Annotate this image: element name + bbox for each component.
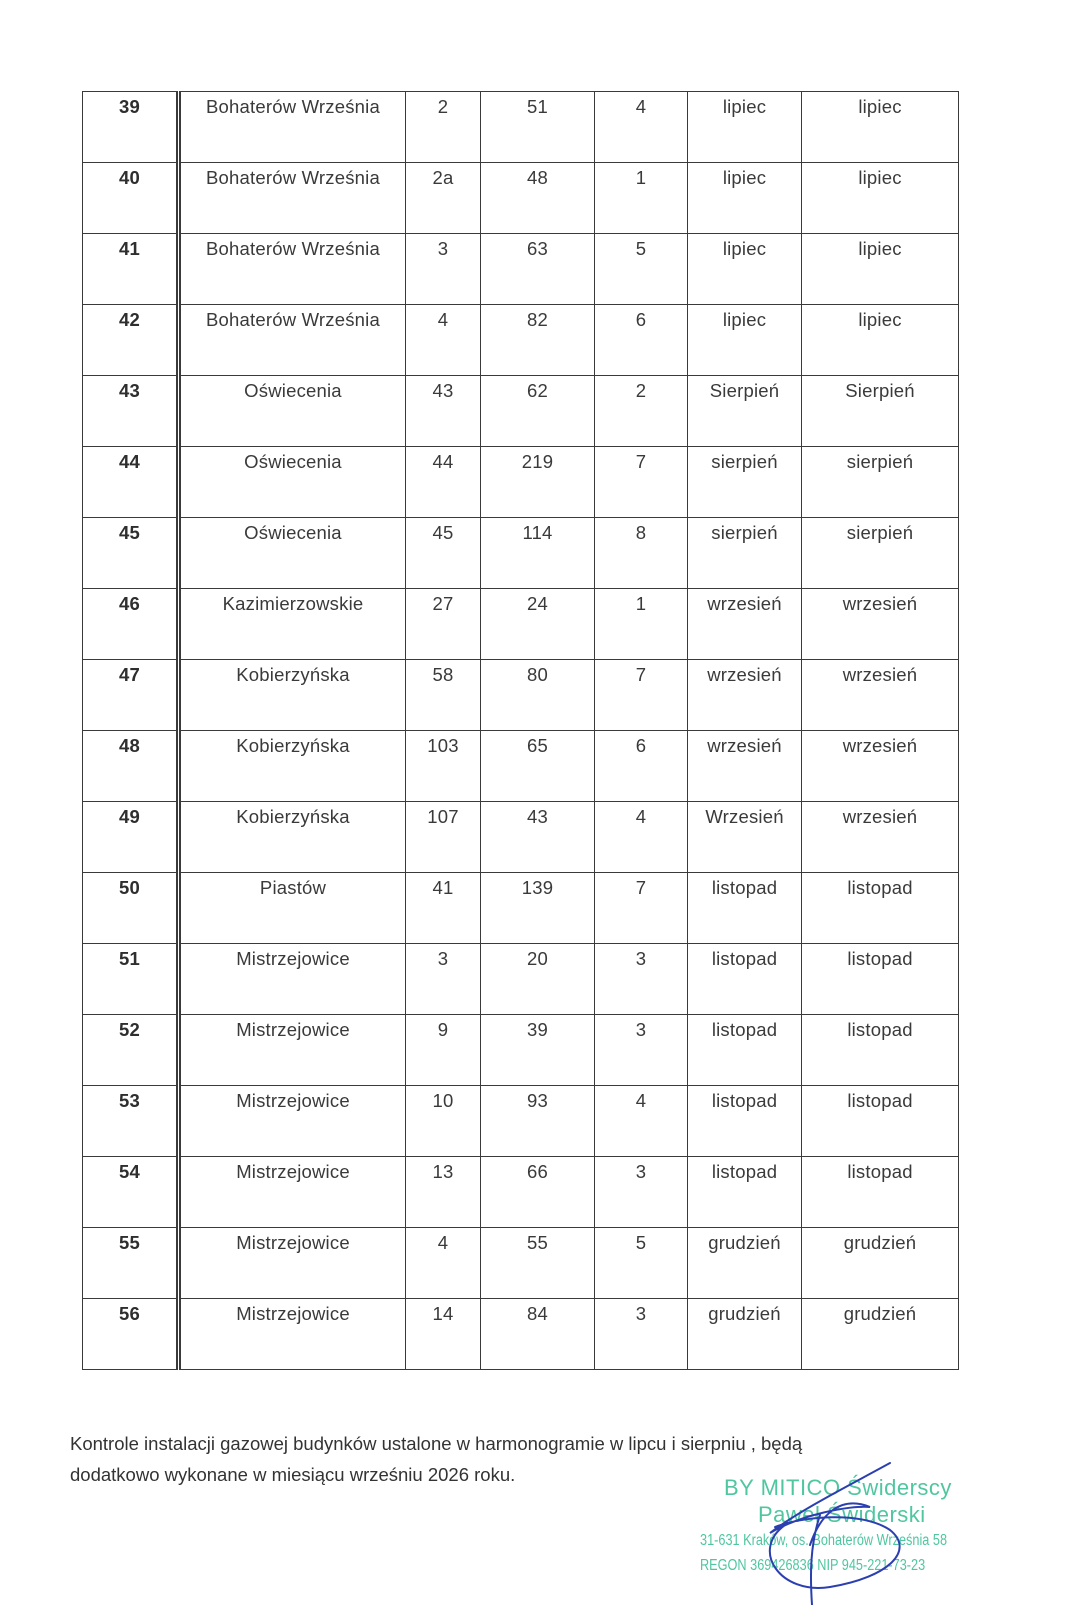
executed-month-cell: wrzesień bbox=[802, 731, 959, 802]
street-cell: Oświecenia bbox=[179, 376, 406, 447]
building-number-cell: 10 bbox=[406, 1086, 481, 1157]
row-number-cell: 39 bbox=[83, 92, 179, 163]
row-number-cell: 52 bbox=[83, 1015, 179, 1086]
table-row bbox=[83, 873, 959, 944]
street-cell: Kazimierzowskie bbox=[179, 589, 406, 660]
planned-month-cell: Wrzesień bbox=[688, 802, 802, 873]
table-row bbox=[83, 944, 959, 1015]
executed-month-cell: lipiec bbox=[802, 234, 959, 305]
executed-month-cell: listopad bbox=[802, 1015, 959, 1086]
executed-month-cell: sierpień bbox=[802, 447, 959, 518]
apartments-count-cell: 66 bbox=[481, 1157, 595, 1228]
building-number-cell: 3 bbox=[406, 944, 481, 1015]
row-number-cell: 45 bbox=[83, 518, 179, 589]
staircases-count-cell: 4 bbox=[595, 802, 688, 873]
street-cell: Mistrzejowice bbox=[179, 1299, 406, 1370]
executed-month-cell: wrzesień bbox=[802, 660, 959, 731]
planned-month-cell: listopad bbox=[688, 944, 802, 1015]
staircases-count-cell: 3 bbox=[595, 1015, 688, 1086]
planned-month-cell: listopad bbox=[688, 1086, 802, 1157]
table-row bbox=[83, 1299, 959, 1370]
stamp-owner-name: Paweł Świderski bbox=[758, 1502, 926, 1527]
street-cell: Kobierzyńska bbox=[179, 731, 406, 802]
building-number-cell: 13 bbox=[406, 1157, 481, 1228]
schedule-table bbox=[82, 91, 959, 1370]
table-row bbox=[83, 305, 959, 376]
signature-stroke bbox=[770, 1463, 900, 1605]
apartments-count-cell: 93 bbox=[481, 1086, 595, 1157]
apartments-count-cell: 80 bbox=[481, 660, 595, 731]
executed-month-cell: Sierpień bbox=[802, 376, 959, 447]
building-number-cell: 2 bbox=[406, 92, 481, 163]
executed-month-cell: listopad bbox=[802, 1157, 959, 1228]
row-number-cell: 53 bbox=[83, 1086, 179, 1157]
executed-month-cell: grudzień bbox=[802, 1228, 959, 1299]
planned-month-cell: Sierpień bbox=[688, 376, 802, 447]
table-row bbox=[83, 589, 959, 660]
row-number-cell: 56 bbox=[83, 1299, 179, 1370]
table-row bbox=[83, 660, 959, 731]
table-row bbox=[83, 376, 959, 447]
street-cell: Mistrzejowice bbox=[179, 1228, 406, 1299]
street-cell: Kobierzyńska bbox=[179, 802, 406, 873]
planned-month-cell: sierpień bbox=[688, 447, 802, 518]
row-number-cell: 40 bbox=[83, 163, 179, 234]
staircases-count-cell: 3 bbox=[595, 1299, 688, 1370]
building-number-cell: 2a bbox=[406, 163, 481, 234]
staircases-count-cell: 8 bbox=[595, 518, 688, 589]
apartments-count-cell: 39 bbox=[481, 1015, 595, 1086]
staircases-count-cell: 7 bbox=[595, 873, 688, 944]
apartments-count-cell: 55 bbox=[481, 1228, 595, 1299]
staircases-count-cell: 2 bbox=[595, 376, 688, 447]
planned-month-cell: lipiec bbox=[688, 163, 802, 234]
executed-month-cell: grudzień bbox=[802, 1299, 959, 1370]
street-cell: Oświecenia bbox=[179, 447, 406, 518]
street-cell: Mistrzejowice bbox=[179, 944, 406, 1015]
apartments-count-cell: 20 bbox=[481, 944, 595, 1015]
row-number-cell: 41 bbox=[83, 234, 179, 305]
building-number-cell: 107 bbox=[406, 802, 481, 873]
executed-month-cell: lipiec bbox=[802, 305, 959, 376]
planned-month-cell: sierpień bbox=[688, 518, 802, 589]
table-row bbox=[83, 1086, 959, 1157]
apartments-count-cell: 24 bbox=[481, 589, 595, 660]
building-number-cell: 3 bbox=[406, 234, 481, 305]
planned-month-cell: listopad bbox=[688, 873, 802, 944]
planned-month-cell: lipiec bbox=[688, 234, 802, 305]
staircases-count-cell: 4 bbox=[595, 92, 688, 163]
apartments-count-cell: 114 bbox=[481, 518, 595, 589]
apartments-count-cell: 43 bbox=[481, 802, 595, 873]
row-number-cell: 48 bbox=[83, 731, 179, 802]
stamp-company-name: BY MITICO Świderscy bbox=[724, 1475, 952, 1500]
staircases-count-cell: 3 bbox=[595, 944, 688, 1015]
row-number-cell: 44 bbox=[83, 447, 179, 518]
planned-month-cell: wrzesień bbox=[688, 731, 802, 802]
table-row bbox=[83, 731, 959, 802]
table-row bbox=[83, 1228, 959, 1299]
planned-month-cell: grudzień bbox=[688, 1228, 802, 1299]
executed-month-cell: lipiec bbox=[802, 92, 959, 163]
staircases-count-cell: 3 bbox=[595, 1157, 688, 1228]
building-number-cell: 14 bbox=[406, 1299, 481, 1370]
executed-month-cell: lipiec bbox=[802, 163, 959, 234]
table-row bbox=[83, 1015, 959, 1086]
staircases-count-cell: 1 bbox=[595, 163, 688, 234]
executed-month-cell: wrzesień bbox=[802, 802, 959, 873]
street-cell: Bohaterów Września bbox=[179, 163, 406, 234]
street-cell: Mistrzejowice bbox=[179, 1157, 406, 1228]
stamp-address: 31-631 Kraków, os. Bohaterów Września 58 bbox=[700, 1532, 948, 1549]
footer-note-line-1: Kontrole instalacji gazowej budynków ustalone w harmonogramie w lipcu i sierpniu , będą bbox=[70, 1433, 803, 1454]
apartments-count-cell: 63 bbox=[481, 234, 595, 305]
street-cell: Piastów bbox=[179, 873, 406, 944]
table-row bbox=[83, 447, 959, 518]
table-row bbox=[83, 234, 959, 305]
staircases-count-cell: 6 bbox=[595, 731, 688, 802]
building-number-cell: 4 bbox=[406, 305, 481, 376]
staircases-count-cell: 1 bbox=[595, 589, 688, 660]
street-cell: Mistrzejowice bbox=[179, 1086, 406, 1157]
apartments-count-cell: 48 bbox=[481, 163, 595, 234]
building-number-cell: 41 bbox=[406, 873, 481, 944]
staircases-count-cell: 7 bbox=[595, 447, 688, 518]
row-number-cell: 49 bbox=[83, 802, 179, 873]
planned-month-cell: wrzesień bbox=[688, 589, 802, 660]
street-cell: Bohaterów Września bbox=[179, 234, 406, 305]
signature-icon bbox=[740, 1455, 940, 1605]
executed-month-cell: wrzesień bbox=[802, 589, 959, 660]
planned-month-cell: listopad bbox=[688, 1157, 802, 1228]
stamp-registration: REGON 369426836 NIP 945-221-73-23 bbox=[700, 1557, 926, 1574]
table-row bbox=[83, 163, 959, 234]
staircases-count-cell: 5 bbox=[595, 234, 688, 305]
building-number-cell: 103 bbox=[406, 731, 481, 802]
street-cell: Oświecenia bbox=[179, 518, 406, 589]
row-number-cell: 43 bbox=[83, 376, 179, 447]
row-number-cell: 47 bbox=[83, 660, 179, 731]
apartments-count-cell: 84 bbox=[481, 1299, 595, 1370]
row-number-cell: 51 bbox=[83, 944, 179, 1015]
planned-month-cell: listopad bbox=[688, 1015, 802, 1086]
street-cell: Mistrzejowice bbox=[179, 1015, 406, 1086]
street-cell: Bohaterów Września bbox=[179, 92, 406, 163]
executed-month-cell: sierpień bbox=[802, 518, 959, 589]
apartments-count-cell: 65 bbox=[481, 731, 595, 802]
apartments-count-cell: 51 bbox=[481, 92, 595, 163]
row-number-cell: 46 bbox=[83, 589, 179, 660]
building-number-cell: 4 bbox=[406, 1228, 481, 1299]
apartments-count-cell: 62 bbox=[481, 376, 595, 447]
table-body bbox=[83, 92, 959, 1370]
footer-note-line-2: dodatkowo wykonane w miesiącu wrześniu 2026 roku. bbox=[70, 1464, 516, 1485]
staircases-count-cell: 5 bbox=[595, 1228, 688, 1299]
planned-month-cell: wrzesień bbox=[688, 660, 802, 731]
staircases-count-cell: 4 bbox=[595, 1086, 688, 1157]
building-number-cell: 58 bbox=[406, 660, 481, 731]
executed-month-cell: listopad bbox=[802, 873, 959, 944]
table-row bbox=[83, 1157, 959, 1228]
building-number-cell: 45 bbox=[406, 518, 481, 589]
planned-month-cell: lipiec bbox=[688, 305, 802, 376]
executed-month-cell: listopad bbox=[802, 944, 959, 1015]
building-number-cell: 9 bbox=[406, 1015, 481, 1086]
table-row bbox=[83, 518, 959, 589]
row-number-cell: 50 bbox=[83, 873, 179, 944]
planned-month-cell: lipiec bbox=[688, 92, 802, 163]
building-number-cell: 27 bbox=[406, 589, 481, 660]
planned-month-cell: grudzień bbox=[688, 1299, 802, 1370]
table-row bbox=[83, 802, 959, 873]
row-number-cell: 55 bbox=[83, 1228, 179, 1299]
building-number-cell: 43 bbox=[406, 376, 481, 447]
staircases-count-cell: 6 bbox=[595, 305, 688, 376]
table-row bbox=[83, 92, 959, 163]
executed-month-cell: listopad bbox=[802, 1086, 959, 1157]
row-number-cell: 42 bbox=[83, 305, 179, 376]
street-cell: Bohaterów Września bbox=[179, 305, 406, 376]
apartments-count-cell: 139 bbox=[481, 873, 595, 944]
row-number-cell: 54 bbox=[83, 1157, 179, 1228]
apartments-count-cell: 219 bbox=[481, 447, 595, 518]
building-number-cell: 44 bbox=[406, 447, 481, 518]
staircases-count-cell: 7 bbox=[595, 660, 688, 731]
street-cell: Kobierzyńska bbox=[179, 660, 406, 731]
apartments-count-cell: 82 bbox=[481, 305, 595, 376]
